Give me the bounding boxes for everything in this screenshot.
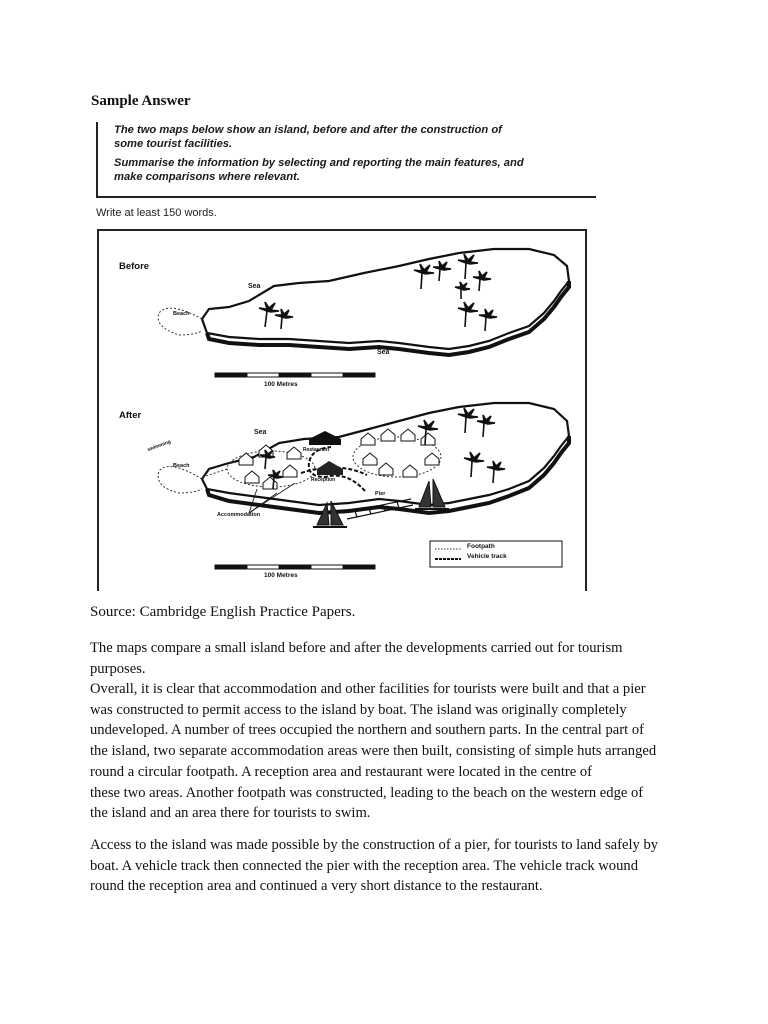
beach-label: Beach	[173, 463, 190, 469]
text-line: Access to the island was made possible by the construction of a pier, for tourists to land safely by	[90, 837, 659, 853]
before-island-shape	[202, 249, 569, 349]
sea-label: Sea	[377, 349, 390, 356]
paragraph-intro	[90, 638, 690, 679]
text-line: boat. A vehicle track then connected the pier with the reception area. The vehicle track wound	[90, 857, 638, 874]
sea-label: Sea	[254, 429, 267, 436]
text-line: Overall, it is clear that accommodation and other facilities for tourists were built and that a pier	[90, 681, 646, 697]
island-maps-figure	[97, 229, 587, 591]
swimming-label: swimming	[146, 438, 172, 454]
text-line: purposes.	[90, 660, 146, 677]
text-line: was constructed to permit access to the island by boat. The island was originally completely	[90, 701, 627, 718]
task-prompt	[114, 124, 594, 190]
restaurant-label: Restaurant	[303, 447, 330, 453]
scale-label: 100 Metres	[264, 572, 298, 579]
accommodation-label: Accommodation	[217, 512, 261, 518]
task-line: make comparisons where relevant.	[114, 170, 300, 183]
task-line: some tourist facilities.	[114, 137, 233, 150]
source-citation: Source: Cambridge English Practice Papers.	[90, 604, 356, 620]
paragraph-access	[90, 835, 690, 897]
scale-label: 100 Metres	[264, 381, 298, 388]
scale-bar	[215, 565, 375, 569]
sea-label: Sea	[248, 283, 261, 290]
legend-footpath-label: Footpath	[467, 543, 495, 550]
pier-label: Pier	[375, 491, 386, 497]
restaurant-building	[309, 431, 341, 445]
text-line: round the reception area and continued a very short distance to the restaurant.	[90, 878, 543, 895]
task-line: The two maps below show an island, before and after the construction of	[114, 124, 502, 136]
word-count-instruction: Write at least 150 words.	[96, 207, 217, 219]
after-map-title: After	[119, 410, 142, 421]
after-beach	[158, 467, 202, 494]
text-line: the island and an area there for tourists to swim.	[90, 805, 371, 822]
text-line: the island, two separate accommodation areas were then built, consisting of simple huts arranged	[90, 743, 657, 760]
before-map-title: Before	[119, 261, 150, 272]
text-line: round a circular footpath. A reception area and restaurant were located in the centre of	[90, 763, 593, 780]
task-line: Summarise the information by selecting and reporting the main features, and	[114, 157, 524, 169]
legend-vehicle-label: Vehicle track	[467, 553, 507, 560]
text-line: The maps compare a small island before and after the developments carried out for tourism	[90, 640, 623, 656]
page-heading: Sample Answer	[91, 93, 191, 109]
text-line: these two areas. Another footpath was constructed, leading to the beach on the western edge of	[90, 784, 644, 801]
paragraph-overview	[90, 679, 690, 824]
island-maps-drawing	[99, 231, 587, 591]
text-line: undeveloped. A number of trees occupied the northern and southern parts. In the central part of	[90, 722, 644, 739]
reception-label: Reception	[311, 477, 336, 483]
beach-label: Beach	[173, 311, 190, 317]
scale-bar	[215, 373, 375, 377]
